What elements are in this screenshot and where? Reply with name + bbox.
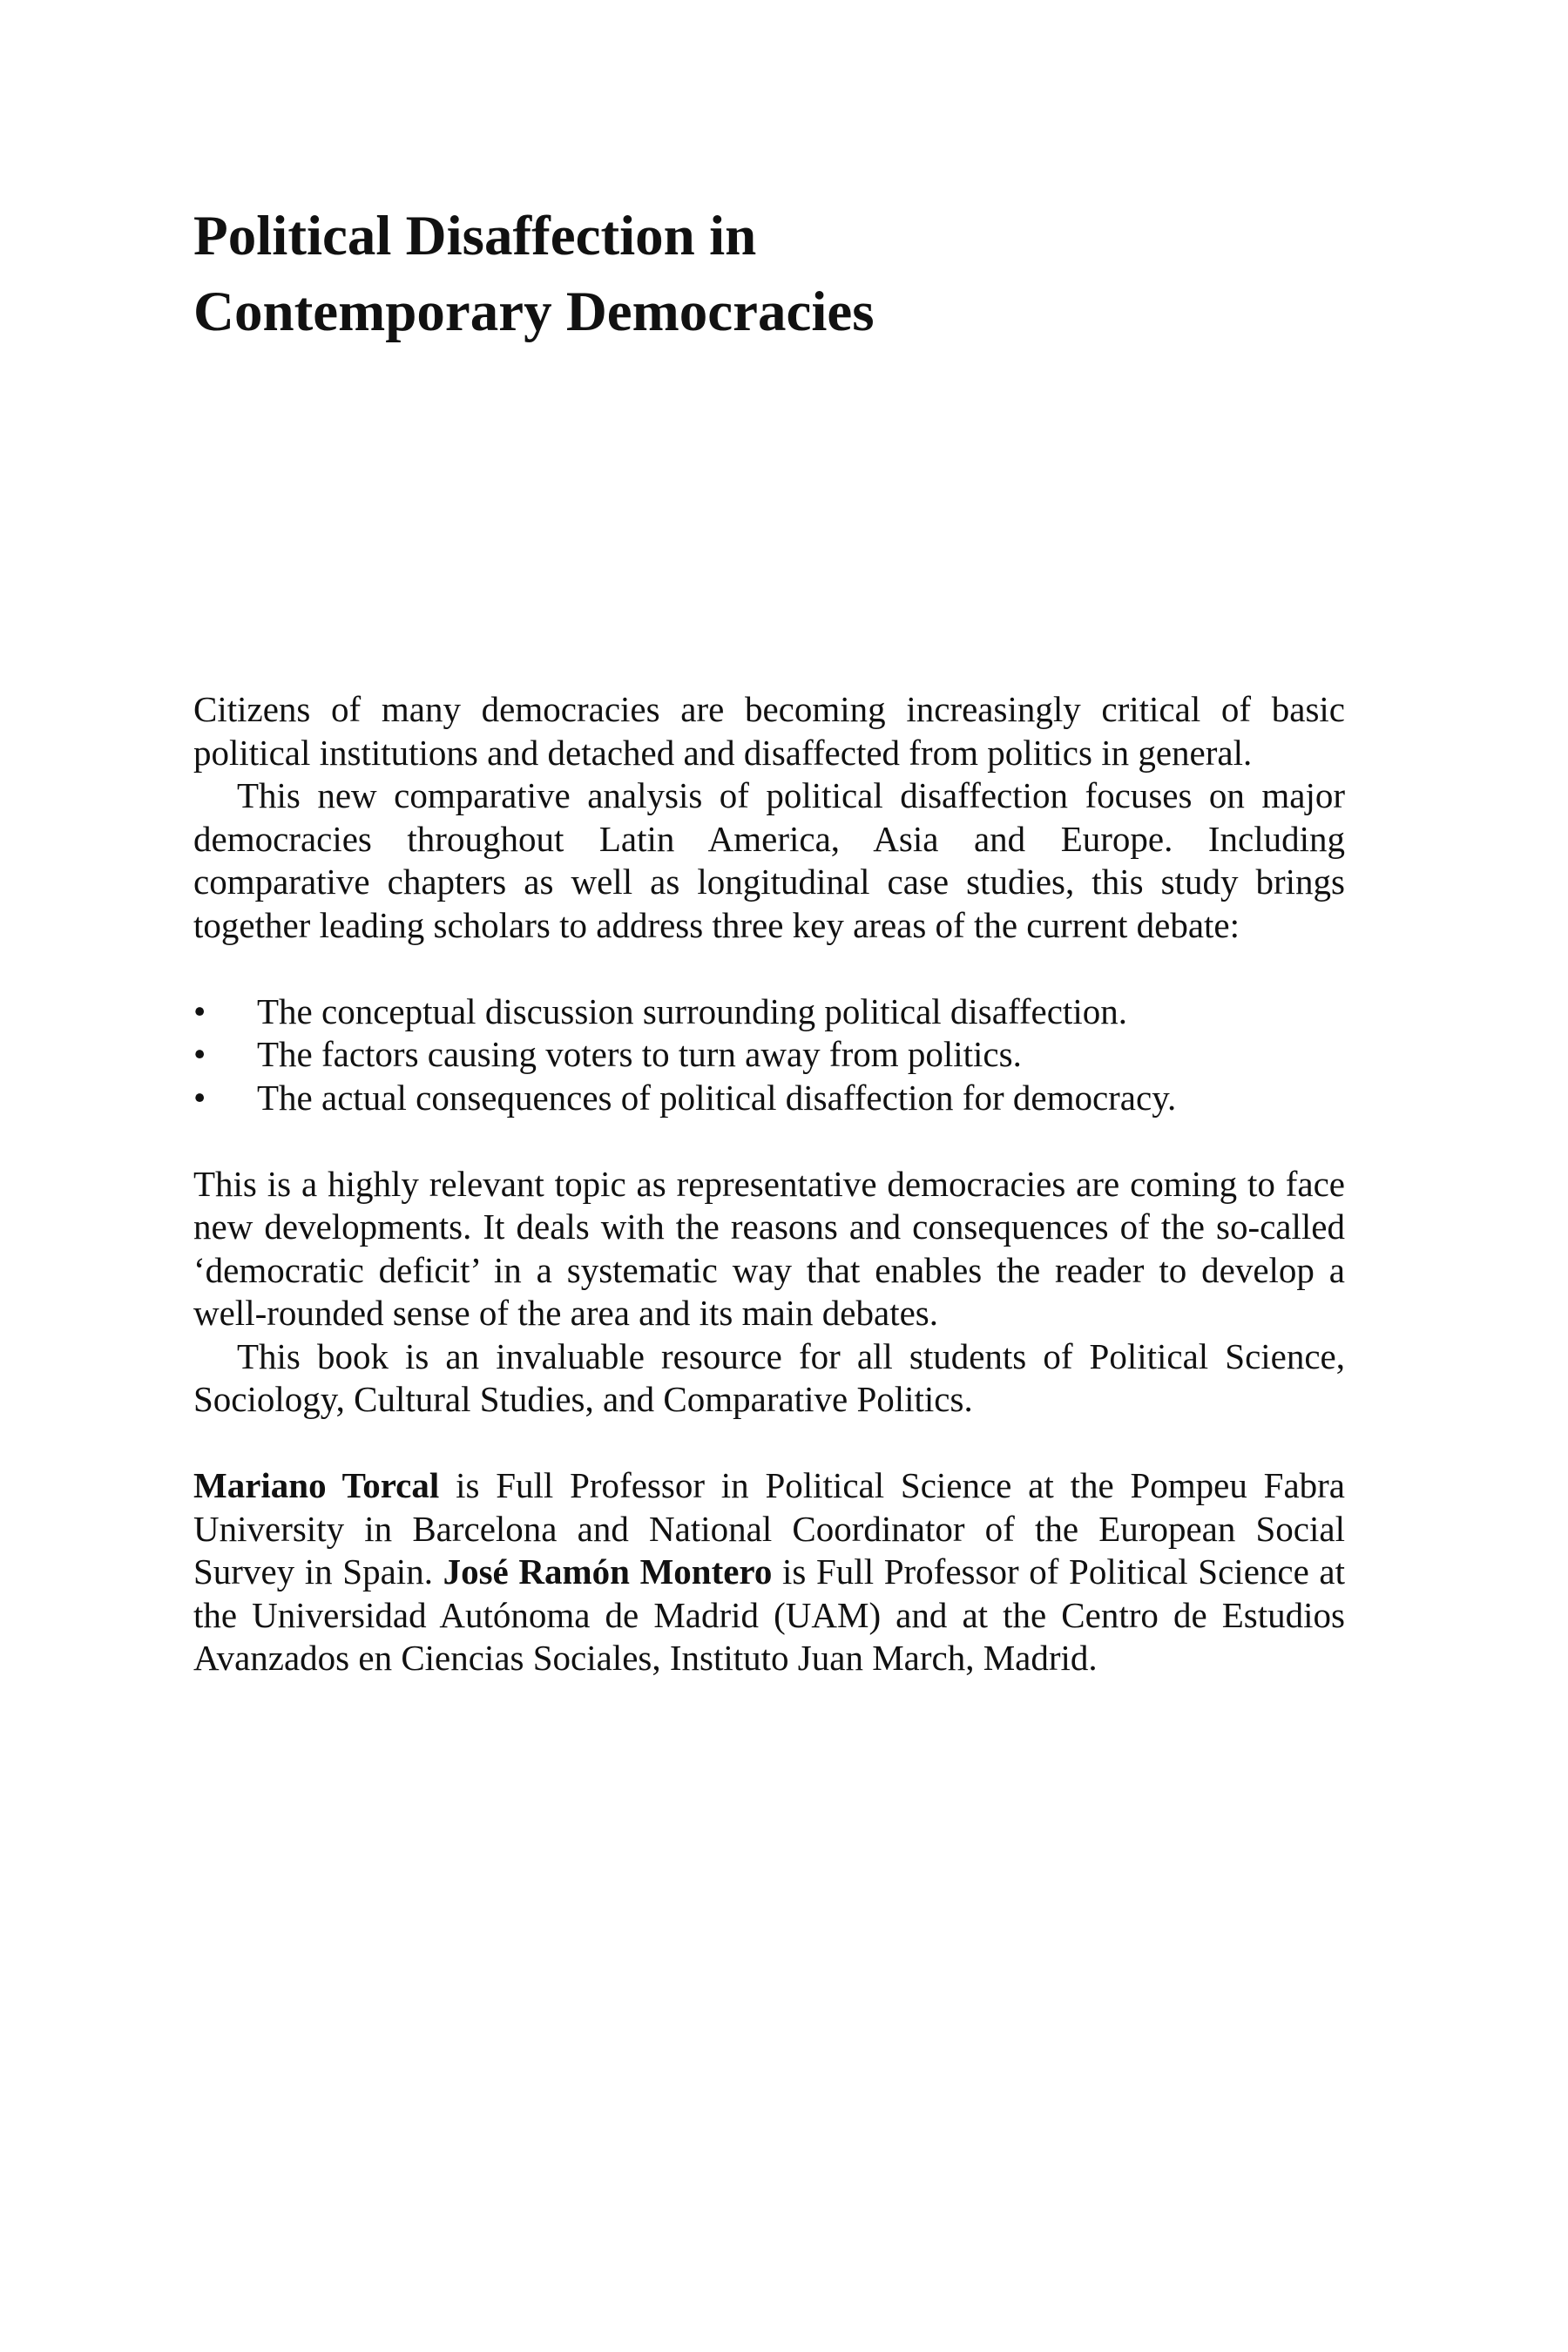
blurb (193, 688, 1345, 1680)
list-item (193, 1077, 1345, 1120)
key-areas-list (193, 990, 1345, 1120)
list-item-text: The factors causing voters to turn away from politics. (257, 1034, 1022, 1074)
list-item (193, 1033, 1345, 1077)
bullet-icon: • (193, 990, 206, 1031)
list-item-text: The actual consequences of political disaffection for democracy. (257, 1077, 1177, 1118)
intro-paragraph-1: Citizens of many democracies are becoming increasingly critical of basic political institutions and detached and disaffected from politics in general. (193, 689, 1345, 773)
spacer (193, 1422, 1345, 1465)
author-2-bio: is Full Professor of Political Science at the Universidad Autónoma de Madrid (UAM) and at the Centro de Estudios Avanzados en Ciencias Sociales, Instituto Juan March, Madrid. (193, 1551, 1346, 1678)
intro-paragraph-2: This new comparative analysis of political disaffection focuses on major democracies throughout Latin America, Asia and Europe. Including comparative chapters as well as longitudinal case studies, this study brings together leading scholars to address three key areas of the current debate: (193, 775, 1345, 945)
author-2-name: José Ramón Montero (443, 1551, 773, 1592)
relevance-paragraph-2: This book is an invaluable resource for all students of Political Science, Sociology, Cultural Studies, and Comparative Politics. (193, 1335, 1345, 1419)
book-title-line-2: Contemporary Democracies (193, 280, 875, 343)
list-item-text: The conceptual discussion surrounding political disaffection. (257, 990, 1127, 1031)
bullet-icon: • (193, 1034, 206, 1074)
spacer (193, 1119, 1345, 1163)
spacer (193, 947, 1345, 990)
list-item (193, 990, 1345, 1034)
relevance-paragraph-1: This is a highly relevant topic as representative democracies are coming to face new developments. It deals with the reasons and consequences of the so-called ‘democratic deficit’ in a systematic way that enables the reader to develop a well-rounded sense of the area and its main debates. (193, 1163, 1345, 1333)
bullet-icon: • (193, 1077, 206, 1118)
book-title (193, 199, 1396, 350)
book-title-line-1: Political Disaffection in (193, 205, 757, 267)
author-1-name: Mariano Torcal (193, 1465, 440, 1505)
author-bios (193, 1464, 1345, 1680)
author-1-bio: is Full Professor in Political Science at the Pompeu Fabra University in Barcelona and National Coordinator of the European Social Survey in Spain. (193, 1465, 1345, 1592)
